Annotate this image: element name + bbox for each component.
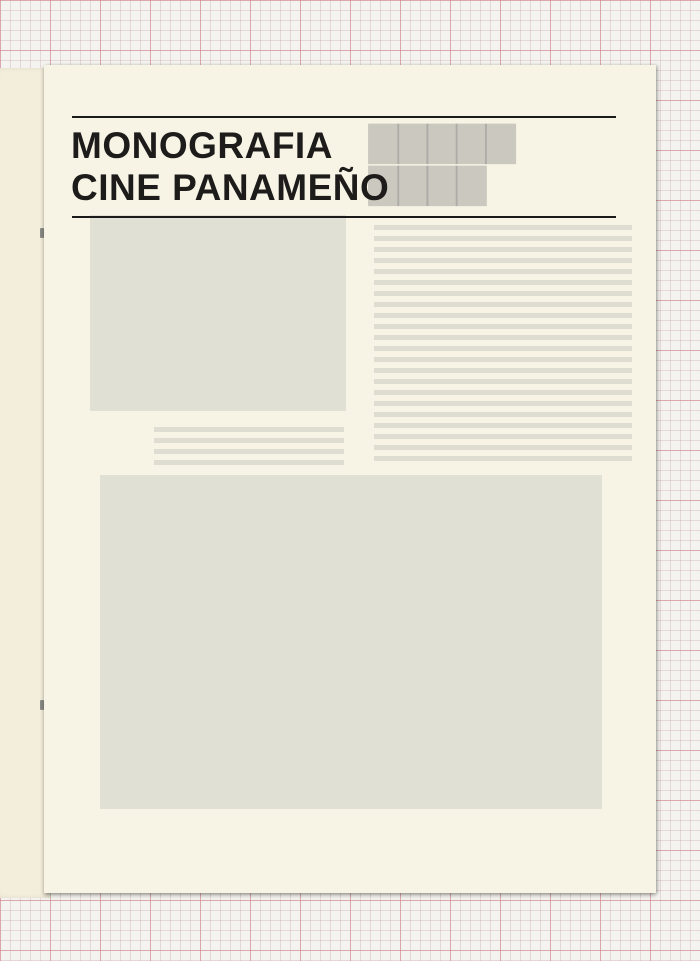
show-through-text-right (374, 225, 632, 465)
top-rule (72, 116, 616, 118)
show-through-text-caption (154, 427, 344, 467)
show-through-title: ▇▇▇▇▇ ▇▇▇▇ (369, 121, 516, 205)
show-through-image-large (100, 475, 602, 809)
show-through-image-top (90, 215, 346, 411)
title-line-monografia: MONOGRAFIA (71, 125, 333, 166)
bottom-rule (72, 216, 616, 218)
title-line-cine-panameno: CINE PANAMEÑO (71, 167, 390, 208)
monograph-page (44, 65, 656, 893)
page-title (71, 125, 389, 209)
